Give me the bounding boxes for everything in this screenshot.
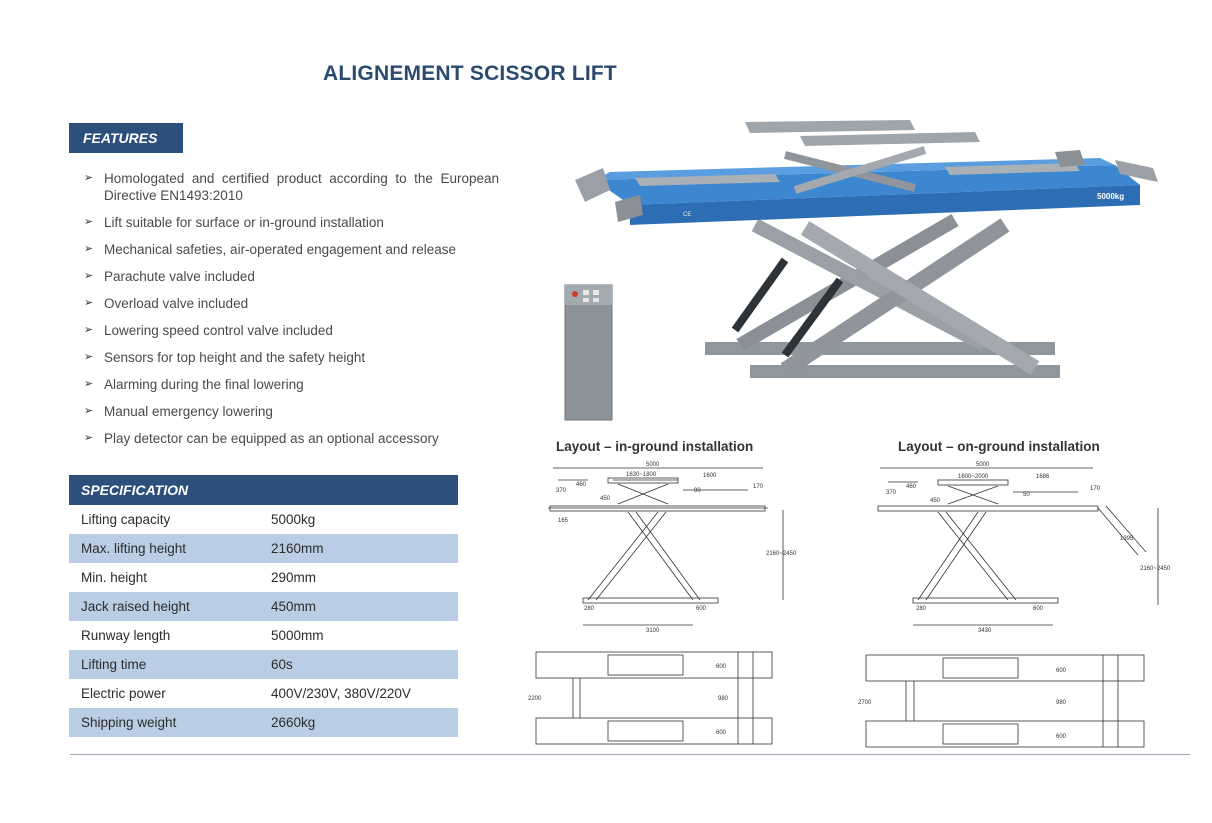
svg-text:450: 450	[930, 498, 941, 504]
svg-text:600: 600	[696, 606, 707, 612]
bottom-divider	[70, 754, 1190, 755]
svg-text:170: 170	[1090, 486, 1101, 492]
spec-value: 400V/230V, 380V/220V	[271, 686, 411, 701]
arrow-bullet-icon: ➢	[84, 172, 94, 184]
on-ground-layout-drawing	[858, 460, 1171, 750]
spec-label: Lifting time	[69, 650, 259, 679]
spec-label: Jack raised height	[69, 592, 259, 621]
list-item: ➢ Alarming during the final lowering	[84, 377, 304, 392]
spec-value: 5000mm	[271, 628, 324, 643]
svg-text:1395: 1395	[1120, 536, 1134, 542]
spec-value: 290mm	[271, 570, 317, 585]
spec-label: Electric power	[81, 686, 166, 701]
list-item: ➢ Manual emergency lowering	[84, 404, 273, 419]
svg-text:5000: 5000	[646, 462, 660, 468]
svg-text:450: 450	[600, 496, 611, 502]
svg-text:2700: 2700	[858, 700, 872, 706]
table-row	[69, 563, 458, 592]
svg-text:600: 600	[1056, 734, 1067, 740]
svg-text:2160~2450: 2160~2450	[766, 551, 797, 557]
arrow-bullet-icon: ➢	[84, 216, 94, 228]
arrow-bullet-icon: ➢	[84, 432, 94, 444]
list-item: ➢ Mechanical safeties, air-operated engagement and release	[84, 242, 456, 257]
svg-text:1600~2000: 1600~2000	[958, 474, 989, 480]
spec-label: Shipping weight	[69, 708, 259, 737]
spec-value: 450mm	[259, 592, 458, 621]
table-row	[69, 592, 458, 621]
table-row	[69, 650, 458, 679]
on-ground-caption: Layout – on-ground installation	[898, 439, 1100, 454]
runway-badge: 5000kg	[1097, 192, 1125, 201]
arrow-bullet-icon: ➢	[84, 243, 94, 255]
svg-text:3100: 3100	[646, 628, 660, 634]
list-item: ➢ Play detector can be equipped as an optional accessory	[84, 431, 439, 446]
control-console	[565, 285, 612, 420]
table-row	[69, 679, 458, 708]
spec-value: 2160mm	[259, 534, 458, 563]
svg-text:90: 90	[694, 488, 701, 494]
spec-value: 5000kg	[271, 512, 316, 527]
svg-text:600: 600	[1056, 668, 1067, 674]
arrow-bullet-icon: ➢	[84, 378, 94, 390]
svg-text:370: 370	[886, 490, 897, 496]
spec-label: Min. height	[81, 570, 148, 585]
list-item: ➢ Homologated and certified product according to the European Directive EN1493:2010	[84, 171, 499, 203]
arrow-bullet-icon: ➢	[84, 297, 94, 309]
list-item: ➢ Overload valve included	[84, 296, 249, 311]
svg-text:1630~1800: 1630~1800	[626, 472, 657, 478]
arrow-bullet-icon: ➢	[84, 351, 94, 363]
svg-text:600: 600	[716, 664, 727, 670]
svg-text:3430: 3430	[978, 628, 992, 634]
specification-table	[69, 505, 458, 737]
list-item: ➢ Sensors for top height and the safety height	[84, 350, 366, 365]
page-title: ALIGNEMENT SCISSOR LIFT	[323, 62, 617, 85]
svg-text:2160~2450: 2160~2450	[1140, 566, 1171, 572]
table-row	[69, 505, 458, 534]
svg-text:280: 280	[584, 606, 595, 612]
in-ground-layout-drawing	[528, 460, 797, 750]
table-row	[69, 708, 458, 737]
svg-text:460: 460	[906, 484, 917, 490]
svg-text:600: 600	[716, 730, 727, 736]
svg-text:1600: 1600	[703, 473, 717, 479]
spec-value: 2660kg	[259, 708, 458, 737]
specification-header: SPECIFICATION	[69, 475, 458, 505]
svg-text:170: 170	[753, 484, 764, 490]
table-row	[69, 534, 458, 563]
features-list	[84, 170, 499, 457]
spec-label: Lifting capacity	[81, 512, 171, 527]
svg-text:600: 600	[1033, 606, 1044, 612]
svg-text:980: 980	[718, 696, 729, 702]
spec-label: Runway length	[81, 628, 171, 643]
svg-text:1686: 1686	[1036, 474, 1050, 480]
arrow-bullet-icon: ➢	[84, 324, 94, 336]
list-item: ➢ Parachute valve included	[84, 269, 255, 284]
features-header: FEATURES	[69, 123, 183, 153]
list-item: ➢ Lift suitable for surface or in-ground installation	[84, 215, 384, 230]
svg-text:50: 50	[1023, 492, 1030, 498]
svg-text:5000: 5000	[976, 462, 990, 468]
ce-mark: CE	[683, 212, 692, 218]
arrow-bullet-icon: ➢	[84, 270, 94, 282]
svg-text:370: 370	[556, 488, 567, 494]
svg-text:165: 165	[558, 518, 569, 524]
scissor-lift-illustration	[555, 110, 1185, 430]
spec-label: Max. lifting height	[69, 534, 259, 563]
svg-text:980: 980	[1056, 700, 1067, 706]
table-row	[69, 621, 458, 650]
arrow-bullet-icon: ➢	[84, 405, 94, 417]
list-item: ➢ Lowering speed control valve included	[84, 323, 333, 338]
spec-value: 60s	[259, 650, 458, 679]
svg-text:280: 280	[916, 606, 927, 612]
svg-text:2200: 2200	[528, 696, 542, 702]
in-ground-caption: Layout – in-ground installation	[556, 439, 754, 454]
svg-text:460: 460	[576, 482, 587, 488]
